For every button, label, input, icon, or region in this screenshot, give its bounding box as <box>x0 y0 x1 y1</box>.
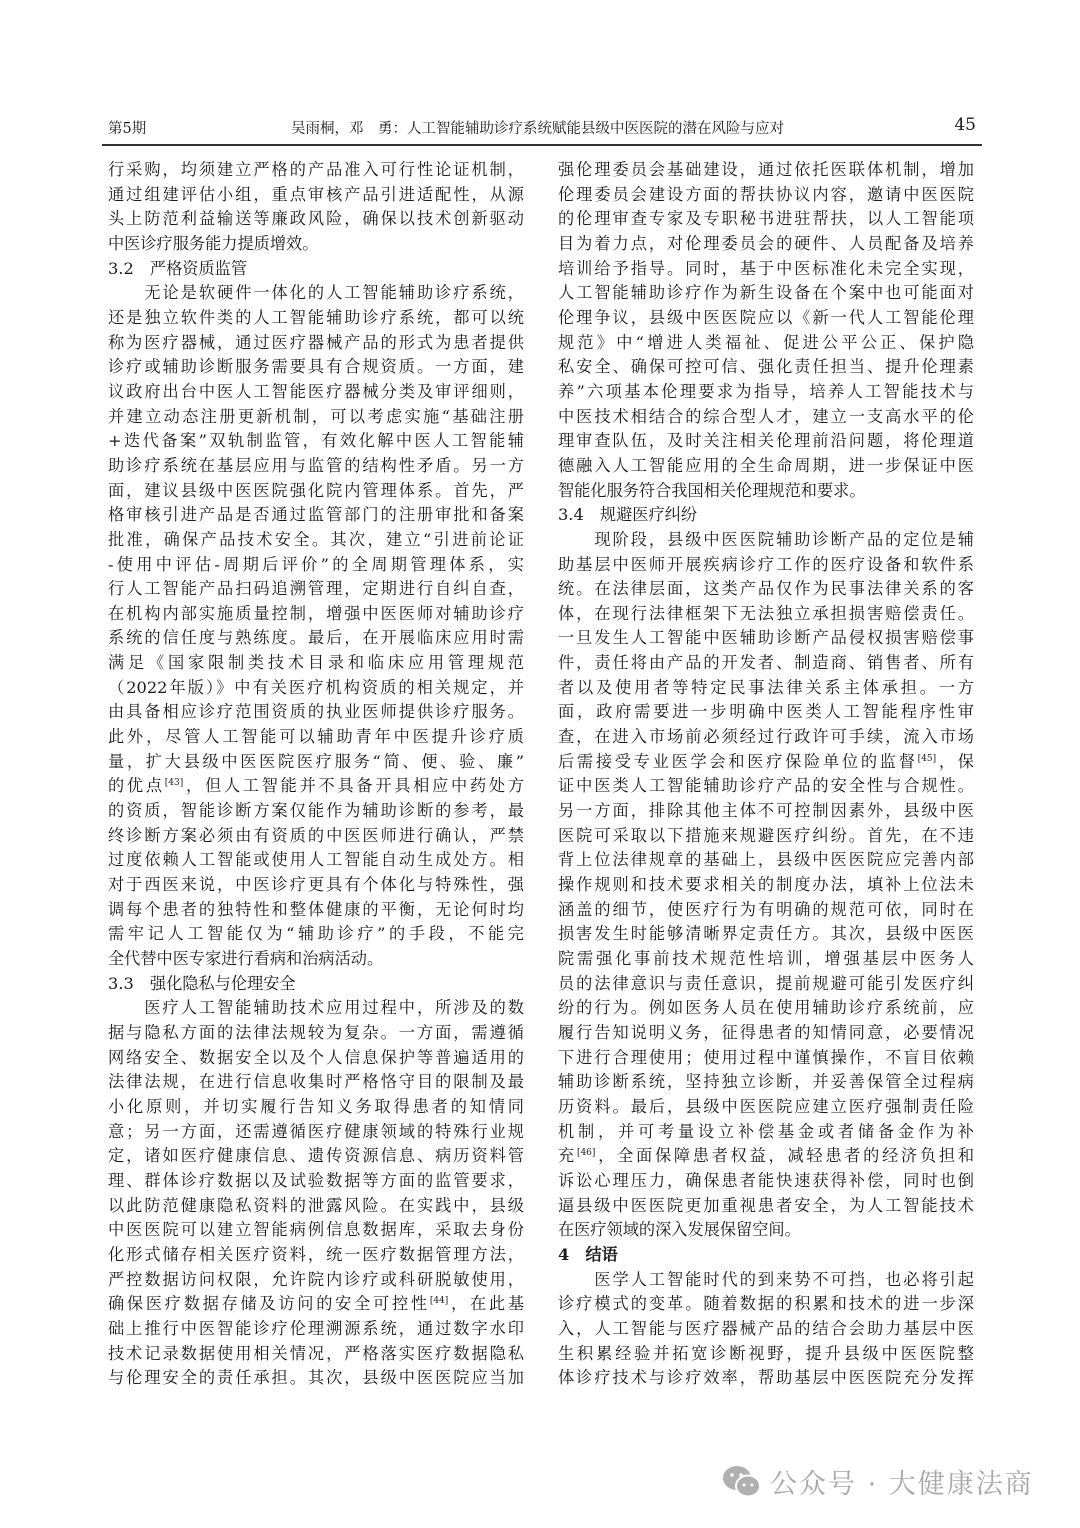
text-line: 诊疗或辅助诊断服务需要具有合规资质。一方面，建 <box>108 357 524 377</box>
text-line: 医学人工智能时代的到来势不可挡，也必将引起 <box>558 1269 974 1289</box>
text-line: 对于西医来说，中医诊疗更具有个体化与特殊性，强 <box>108 875 524 895</box>
text-line: 法律法规，在进行信息收集时严格恪守目的限制及最 <box>108 1072 524 1092</box>
citation: [45] <box>917 753 937 764</box>
text-line: 下进行合理使用；使用过程中谨慎操作，不盲目依赖 <box>558 1047 974 1067</box>
text-line: 的伦理审查专家及专职秘书进驻帮扶，以人工智能项 <box>558 209 974 229</box>
text-line: 智能化服务符合我国相关伦理规范和要求。 <box>558 480 866 500</box>
text-line: 据与隐私方面的法律法规较为复杂。一方面，需遵循 <box>108 1022 524 1042</box>
text-line: 培训给予指导。同时，基于中医标准化未完全实现， <box>558 258 974 278</box>
text-line: 伦理委员会建设方面的帮扶协议内容，邀请中医医院 <box>558 184 974 204</box>
text-line: 另一方面，排除其他主体不可控制因素外，县级中医 <box>558 801 974 821</box>
text-line: 辅助诊断系统，坚持独立诊断，并妥善保管全过程病 <box>558 1072 974 1092</box>
text-line: 终诊断方案必须由有资质的中医医师进行确认，严禁 <box>108 825 524 845</box>
text-line: 过度依赖人工智能或使用人工智能自动生成处方。相 <box>108 850 524 870</box>
text-line: 助诊疗系统在基层应用与监管的结构性矛盾。另一方 <box>108 455 524 475</box>
text-line: 的资质，智能诊断方案仅能作为辅助诊断的参考，最 <box>108 801 524 821</box>
left-column <box>108 158 524 1391</box>
text-line: 背上位法律规章的基础上，县级中医医院应完善内部 <box>558 850 974 870</box>
section-heading: 3.2 严格资质监管 <box>108 258 248 278</box>
text-line: 在机构内部实施质量控制，增强中医医师对辅助诊疗 <box>108 603 524 623</box>
text-line: 由具备相应诊疗范围资质的执业医师提供诊疗服务。 <box>108 702 524 722</box>
text-line: 体，在现行法律框架下无法独立承担损害赔偿责任。 <box>558 603 974 623</box>
text-line: 体诊疗技术与诊疗效率，帮助基层中医医院充分发挥 <box>558 1368 974 1388</box>
text-line: 需牢记人工智能仅为“辅助诊疗”的手段，不能完 <box>108 924 524 944</box>
text-line: 理、群体诊疗数据以及试验数据等方面的监管要求， <box>108 1170 524 1190</box>
text-line: 行采购，均须建立严格的产品准入可行性论证机制， <box>108 160 524 179</box>
text-line: 小化原则，并切实履行告知义务取得患者的知情同 <box>108 1096 524 1116</box>
text-line: 员的法律意识与责任意识，提前规避可能引发医疗纠 <box>558 973 974 993</box>
text-line: 助基层中医师开展疾病诊疗工作的医疗设备和软件系 <box>558 554 974 574</box>
text-line: 网络安全、数据安全以及个人信息保护等普遍适用的 <box>108 1047 524 1067</box>
text-line: 并建立动态注册更新机制，可以考虑实施“基础注册 <box>108 406 524 426</box>
text-line: 础上推行中医智能诊疗伦理溯源系统，通过数字水印 <box>108 1318 524 1338</box>
text-line: 履行告知说明义务，征得患者的知情同意，必要情况 <box>558 1022 974 1042</box>
watermark <box>722 1462 1034 1501</box>
text-line: 理审查队伍，及时关注相关伦理前沿问题，将伦理道 <box>558 431 974 451</box>
citation: [46] <box>576 1148 596 1159</box>
text-line: 量，扩大县级中医医院医疗服务“简、便、验、廉” <box>108 751 524 771</box>
text-line: 者以及使用者等特定民事法律关系主体承担。一方 <box>558 677 974 697</box>
text-line: 意；另一方面，还需遵循医疗健康领域的特殊行业规 <box>108 1121 524 1141</box>
text-line: 院需强化事前技术规范性培训，增强基层中医务人 <box>558 949 974 968</box>
text-line: 一旦发生人工智能中医辅助诊断产品侵权损害赔偿事 <box>558 628 974 648</box>
right-column <box>558 158 974 1391</box>
text-line: 的优点[43]，但人工智能并不具备开具相应中药处方 <box>108 776 525 796</box>
text-line: 中医诊疗服务能力提质增效。 <box>108 233 319 253</box>
text-line: 德融入人工智能应用的全生命周期，进一步保证中医 <box>558 455 974 475</box>
running-title: 吴雨桐，邓 勇：人工智能辅助诊疗系统赋能县级中医医院的潜在风险与应对 <box>291 121 784 137</box>
text-line: 涵盖的细节，使医疗行为有明确的规范可依，同时在 <box>558 899 974 919</box>
text-line: 系统的信任度与熟练度。最后，在开展临床应用时需 <box>108 628 524 648</box>
wechat-icon <box>722 1465 762 1499</box>
text-line: 充[46]，全面保障患者权益，减轻患者的经济负担和 <box>558 1146 975 1166</box>
text-line: 养”六项基本伦理要求为指导，培养人工智能技术与 <box>558 381 974 401</box>
text-line: 私安全、确保可控可信、强化责任担当、提升伦理素 <box>558 357 974 377</box>
text-line: +迭代备案”双轨制监管，有效化解中医人工智能辅 <box>108 431 524 451</box>
text-line: 此外，尽管人工智能可以辅助青年中医提升诊疗质 <box>108 727 524 747</box>
watermark-text: 公众号 · 大健康法商 <box>770 1469 1034 1500</box>
text-line: 通过组建评估小组，重点审核产品引进适配性，从源 <box>108 184 524 204</box>
citation: [44] <box>429 1296 449 1307</box>
text-line: 目为着力点，对伦理委员会的硬件、人员配备及培养 <box>558 233 974 253</box>
text-line: 格审核引进产品是否通过监管部门的注册审批和备案 <box>108 505 524 525</box>
text-line: 面，建议县级中医医院强化院内管理体系。首先，严 <box>108 480 524 500</box>
text-line: 无论是软硬件一体化的人工智能辅助诊疗系统， <box>108 283 524 303</box>
text-line: 伦理争议，县级中医医院应以《新一代人工智能伦理 <box>558 307 974 327</box>
text-line: 批准，确保产品技术安全。其次，建立“引进前论证 <box>108 529 524 549</box>
text-line: 行人工智能产品扫码追溯管理，定期进行自纠自查， <box>108 579 524 599</box>
page-number: 45 <box>954 115 976 135</box>
text-line: 件，责任将由产品的开发者、制造商、销售者、所有 <box>558 653 974 673</box>
text-line: 强伦理委员会基础建设，通过依托医联体机制，增加 <box>558 160 974 179</box>
text-line: 头上防范利益输送等廉政风险，确保以技术创新驱动 <box>108 209 524 229</box>
text-line: 调每个患者的独特性和整体健康的平衡，无论何时均 <box>108 899 524 919</box>
text-line: 称为医疗器械，通过医疗器械产品的形式为患者提供 <box>108 332 524 352</box>
text-line: 医疗人工智能辅助技术应用过程中，所涉及的数 <box>108 998 524 1018</box>
issue-number: 第5期 <box>108 121 147 137</box>
text-line: （2022年版）》中有关医疗机构资质的相关规定，并 <box>108 677 524 697</box>
text-line: 全代替中医专家进行看病和治病活动。 <box>108 949 384 968</box>
text-line: 后需接受专业医学会和医疗保险单位的监督[45]，保 <box>558 751 974 771</box>
text-line: 中医技术相结合的综合型人才，建立一支高水平的伦 <box>558 406 974 426</box>
text-line: 生积累经验并拓宽诊断视野，提升县级中医医院整 <box>558 1343 974 1363</box>
text-line: 统。在法律层面，这类产品仅作为民事法律关系的客 <box>558 579 974 599</box>
text-line: 还是独立软件类的人工智能辅助诊疗系统，都可以统 <box>108 307 524 327</box>
text-line: 技术记录数据使用相关情况，严格落实医疗数据隐私 <box>108 1343 524 1363</box>
text-line: 确保医疗数据存储及访问的安全可控性[44]，在此基 <box>108 1294 525 1314</box>
text-line: 规范》中“增进人类福祉、促进公平公正、保护隐 <box>558 332 974 352</box>
citation: [43] <box>164 778 184 789</box>
text-line: 严控数据访问权限，允许院内诊疗或科研脱敏使用， <box>108 1269 524 1289</box>
text-line: 定，诸如医疗健康信息、遗传资源信息、病历资料管 <box>108 1146 524 1166</box>
text-line: 中医医院可以建立智能病例信息数据库，采取去身份 <box>108 1220 524 1240</box>
text-line: 入，人工智能与医疗器械产品的结合会助力基层中医 <box>558 1318 974 1338</box>
section-heading: 4 结语 <box>558 1244 618 1264</box>
text-line: 面，政府需要进一步明确中医类人工智能程序性审 <box>558 702 974 722</box>
header-rule <box>102 144 982 146</box>
text-line: 证中医类人工智能辅助诊疗产品的安全性与合规性。 <box>558 776 974 796</box>
section-heading: 3.4 规避医疗纠纷 <box>558 505 698 525</box>
text-line: 人工智能辅助诊疗作为新生设备在个案中也可能面对 <box>558 283 974 303</box>
text-line: 诉讼心理压力，确保患者能快速获得补偿，同时也倒 <box>558 1170 974 1190</box>
text-line: 历资料。最后，县级中医医院应建立医疗强制责任险 <box>558 1096 974 1116</box>
text-line: 操作规则和技术要求相关的制度办法，填补上位法未 <box>558 875 974 895</box>
text-line: 化形式储存相关医疗资料，统一医疗数据管理方法， <box>108 1244 524 1264</box>
text-line: 以此防范健康隐私资料的泄露风险。在实践中，县级 <box>108 1195 524 1215</box>
text-line: 查，在进入市场前必须经过行政许可手续，流入市场 <box>558 727 974 747</box>
text-line: 在医疗领域的深入发展保留空间。 <box>558 1220 801 1240</box>
text-line: 议政府出台中医人工智能医疗器械分类及审评细则， <box>108 381 524 401</box>
text-line: 逼县级中医医院更加重视患者安全，为人工智能技术 <box>558 1195 974 1215</box>
text-line: -使用中评估-周期后评价”的全周期管理体系，实 <box>108 554 524 574</box>
text-line: 纷的行为。例如医务人员在使用辅助诊疗系统前，应 <box>558 998 974 1018</box>
text-line: 与伦理安全的责任承担。其次，县级中医医院应当加 <box>108 1368 524 1388</box>
text-line: 诊疗模式的变革。随着数据的积累和技术的进一步深 <box>558 1294 974 1314</box>
text-line: 现阶段，县级中医医院辅助诊断产品的定位是辅 <box>558 529 974 549</box>
section-heading: 3.3 强化隐私与伦理安全 <box>108 973 296 993</box>
text-line: 机制，并可考量设立补偿基金或者储备金作为补 <box>558 1121 974 1141</box>
text-line: 损害发生时能够清晰界定责任方。其次，县级中医医 <box>558 924 974 944</box>
text-line: 满足《国家限制类技术目录和临床应用管理规范 <box>108 653 524 673</box>
running-header <box>108 117 976 139</box>
text-line: 医院可采取以下措施来规避医疗纠纷。首先，在不违 <box>558 825 974 845</box>
